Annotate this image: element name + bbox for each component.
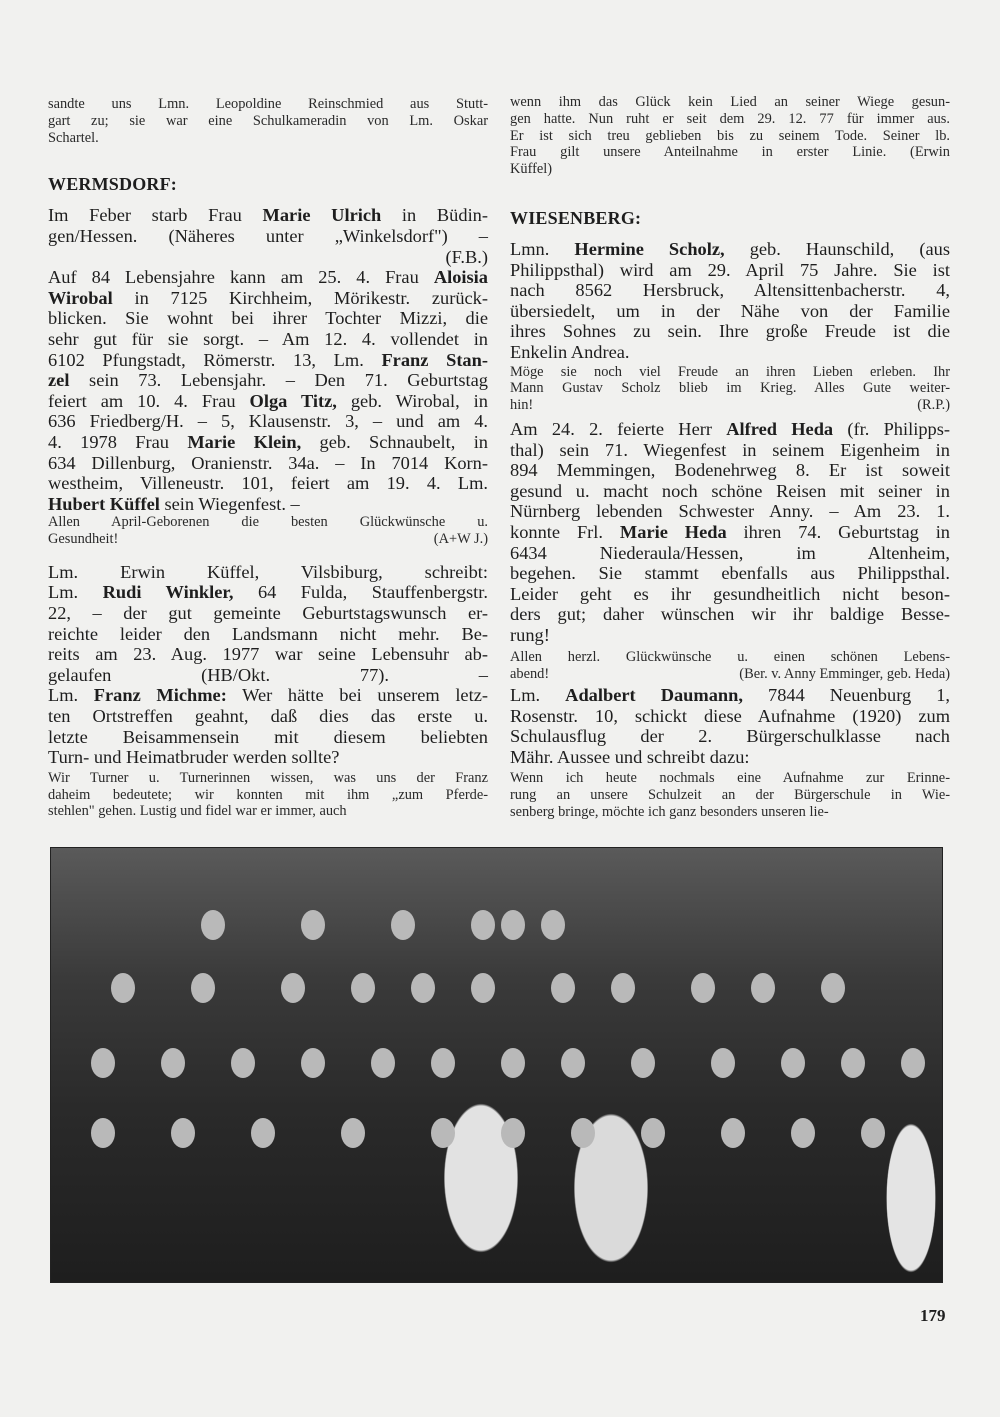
text-run: abend!: [510, 666, 550, 683]
text-run: Schartel.: [48, 129, 99, 146]
text-run: westheim, Villeneustr. 101, feiert am 19. 4. Lm.: [48, 473, 488, 494]
line-text: [48, 514, 488, 531]
person-face: [371, 1048, 395, 1078]
text-run: geb. Wirobal, in: [336, 390, 488, 411]
class-photo: [50, 847, 943, 1283]
line-text: [48, 226, 488, 247]
text-line: [48, 706, 488, 727]
text-line: [510, 94, 950, 111]
line-text: [510, 747, 950, 768]
line-text: [510, 481, 950, 502]
person-face: [631, 1048, 655, 1078]
line-text: [510, 364, 950, 381]
text-line: [48, 582, 488, 603]
text-line: [510, 563, 950, 584]
line-text: [48, 130, 488, 147]
bold-name: Olga Titz,: [249, 390, 337, 411]
line-text: [510, 726, 950, 747]
text-run: Schulausflug der 2. Bürgerschulklasse nach: [510, 726, 950, 747]
person-face: [431, 1118, 455, 1148]
text-run: feiert am 10. 4. Frau: [48, 390, 250, 411]
text-run: Wir Turner u. Turnerinnen wissen, was uns der Franz: [48, 769, 488, 786]
text-line: [510, 706, 950, 727]
text-run: gelaufen (HB/Okt. 77). –: [48, 664, 488, 685]
text-run: Auf 84 Lebensjahre kann am 25. 4. Frau: [48, 267, 434, 288]
text-line: [510, 280, 950, 301]
text-line: [510, 543, 950, 564]
text-run: rung an unsere Schulzeit an der Bürgerschule in Wie-: [510, 787, 950, 804]
text-line: [510, 144, 950, 161]
line-text: [48, 205, 488, 226]
line-text: [48, 770, 488, 787]
person-face: [901, 1048, 925, 1078]
text-run: hin!: [510, 397, 534, 414]
bold-name: Marie Klein,: [187, 431, 302, 452]
text-line: [48, 350, 488, 371]
text-run: ders gut; daher wünschen wir ihr baldige Besse-: [510, 604, 950, 625]
text-run: Philippsthal) wird am 29. April 75 Jahre. Sie ist: [510, 259, 950, 280]
line-text: [510, 584, 950, 605]
text-run: (fr. Philipps-: [833, 418, 950, 439]
text-line: [510, 161, 950, 178]
text-line: [510, 481, 950, 502]
text-line: [48, 453, 488, 474]
text-run: wenn ihm das Glück kein Lied an seiner Wiege gesun-: [510, 94, 950, 110]
text-line: [510, 685, 950, 706]
article-paragraph: [510, 419, 950, 646]
text-run: 7844 Neuenburg 1,: [742, 685, 950, 706]
text-run: Leider geht es ihr gesundheitlich nicht beson-: [510, 583, 950, 604]
text-line: [510, 342, 950, 363]
text-line: [510, 625, 950, 646]
text-run: sandte uns Lmn. Leopoldine Reinschmied aus Stutt-: [48, 96, 488, 112]
text-run: in 7125 Kirchheim, Mörikestr. zurück-: [112, 287, 488, 308]
bold-name: Rudi Winkler,: [102, 582, 234, 603]
bold-name: Aloisia: [433, 267, 488, 288]
line-text: [510, 460, 950, 481]
right-column: [510, 94, 950, 821]
line-text: [48, 473, 488, 494]
person-face: [251, 1118, 275, 1148]
text-run: Lm.: [510, 685, 566, 706]
text-run: Mähr. Aussee und schreibt dazu:: [510, 746, 750, 767]
page-number: 179: [920, 1306, 946, 1325]
person-face: [231, 1048, 255, 1078]
bold-name: Marie Heda: [619, 521, 727, 542]
person-face: [541, 910, 565, 940]
text-run: Frau gilt unsere Anteilnahme in erster Linie. (Erwin: [510, 144, 950, 161]
text-run: letzte Beisammensein mit diesem beliebten: [48, 726, 488, 747]
line-text: [510, 706, 950, 727]
line-text: [510, 787, 950, 804]
note-paragraph: [48, 514, 488, 548]
line-text: [48, 747, 488, 768]
text-line: [48, 288, 488, 309]
text-run: Gesundheit!: [48, 531, 119, 548]
text-line: [510, 207, 950, 229]
text-line: [510, 440, 950, 461]
line-text: [510, 111, 950, 128]
person-face: [411, 973, 435, 1003]
line-text: [48, 267, 488, 288]
attribution: (Ber. v. Anny Emminger, geb. Heda): [739, 666, 950, 683]
text-line: [48, 747, 488, 768]
text-line: [48, 267, 488, 288]
person-face: [751, 973, 775, 1003]
bold-name: Hermine Scholz,: [574, 238, 725, 259]
text-run: Turn- und Heimatbruder werden sollte?: [48, 747, 340, 768]
person-face: [551, 973, 575, 1003]
text-run: begehen. Sie stammt ebenfalls aus Philippsthal.: [510, 563, 950, 584]
line-text: [510, 419, 950, 440]
line-text: [510, 207, 950, 229]
person-face: [161, 1048, 185, 1078]
text-line: [48, 803, 488, 820]
person-face: [711, 1048, 735, 1078]
text-run: Wer hätte bei unserem letz-: [226, 685, 488, 706]
text-run: 64 Fulda, Stauffenbergstr.: [233, 582, 488, 603]
text-run: übersiedelt, um in der Nähe von der Familie: [510, 300, 950, 321]
line-text: [510, 522, 950, 543]
text-run: Nürnberg lebenden Schwester Anny. – Am 23. 1.: [510, 501, 950, 522]
text-line: [510, 522, 950, 543]
person-face: [91, 1118, 115, 1148]
line-text: [510, 94, 950, 111]
person-face: [191, 973, 215, 1003]
line-text: [48, 96, 488, 113]
attribution: (R.P.): [917, 397, 950, 414]
line-text: [510, 144, 950, 161]
line-text: [510, 649, 950, 666]
line-text: [48, 494, 488, 515]
person-face: [471, 910, 495, 940]
text-line: [510, 111, 950, 128]
text-line: [48, 494, 488, 515]
line-text: [48, 432, 488, 453]
article-paragraph: [510, 239, 950, 363]
bold-name: Wirobal: [48, 287, 113, 308]
text-line: [510, 649, 950, 666]
line-text: [510, 770, 950, 787]
text-line: [48, 113, 488, 130]
bold-name: Adalbert Daumann,: [565, 685, 743, 706]
text-line: [48, 411, 488, 432]
text-run: WIESENBERG:: [510, 207, 642, 228]
text-run: in Büdin-: [381, 205, 488, 226]
person-face: [641, 1118, 665, 1148]
bold-name: Hubert Küffel: [48, 493, 160, 514]
text-line: [510, 321, 950, 342]
text-run: blicken. Sie wohnt bei ihrer Tochter Mizzi, die: [48, 308, 488, 329]
person-face: [351, 973, 375, 1003]
line-text: [48, 391, 488, 412]
text-run: ihres Sohnes zu sein. Ihre große Freude ist die: [510, 321, 950, 342]
text-line: [510, 501, 950, 522]
text-line: [48, 96, 488, 113]
text-run: gen/Hessen. (Näheres unter „Winkelsdorf") –: [48, 225, 488, 246]
text-line: [48, 665, 488, 686]
text-line: [510, 787, 950, 804]
text-run: 6102 Pfungstadt, Römerstr. 13, Lm.: [48, 349, 382, 370]
text-run: reichte leider den Landsmann nicht mehr. Be-: [48, 623, 488, 644]
section-heading: [510, 207, 950, 229]
text-line: [510, 804, 950, 821]
line-text: [510, 342, 950, 363]
text-run: Rosenstr. 10, schickt diese Aufnahme (1920) zum: [510, 705, 950, 726]
text-run: Allen herzl. Glückwünsche u. einen schönen Lebens-: [510, 649, 950, 666]
person-face: [281, 973, 305, 1003]
text-line: [48, 130, 488, 147]
line-text: [48, 411, 488, 432]
text-line: [48, 531, 488, 548]
text-run: Mann Gustav Scholz blieb im Krieg. Alles Gute weiter-: [510, 380, 950, 397]
line-text: [510, 685, 950, 706]
person-face: [391, 910, 415, 940]
text-line: [510, 460, 950, 481]
text-run: nach 8562 Hersbruck, Altensittenbacherstr. 4,: [510, 280, 950, 301]
text-run: geb. Haunschild, (aus: [724, 238, 950, 259]
text-line: [48, 226, 488, 247]
text-line: [48, 770, 488, 787]
note-paragraph: [510, 770, 950, 820]
text-run: Er ist sich treu geblieben bis zu seinem Tode. Seiner lb.: [510, 127, 950, 144]
line-text: [510, 563, 950, 584]
text-run: 636 Friedberg/H. – 5, Klausenstr. 3, – und am 4.: [48, 411, 488, 432]
article-paragraph: [510, 685, 950, 767]
person-face: [471, 973, 495, 1003]
line-text: [510, 280, 950, 301]
text-line: [510, 128, 950, 145]
line-text: [510, 397, 909, 414]
note-paragraph: [510, 364, 950, 414]
line-text: [48, 288, 488, 309]
person-face: [501, 910, 525, 940]
attribution: (F.B.): [445, 246, 488, 267]
text-line: [48, 432, 488, 453]
text-run: Lm.: [48, 582, 103, 603]
text-run: 22, – der gut gemeinte Geburtstagswunsch er-: [48, 603, 488, 624]
person-face: [571, 1118, 595, 1148]
text-line: [510, 397, 950, 414]
note-paragraph: [48, 96, 488, 146]
text-run: gart zu; sie war eine Schulkameradin von Lm. Oskar: [48, 112, 488, 129]
text-line: [510, 666, 950, 683]
text-line: [48, 727, 488, 748]
line-text: [48, 329, 488, 350]
line-text: [510, 321, 950, 342]
note-paragraph: [510, 649, 950, 683]
text-run: Im Feber starb Frau: [48, 205, 263, 226]
line-text: [510, 666, 731, 683]
text-run: ten Ortstreffen geahnt, daß dies das erste u.: [48, 706, 488, 727]
line-text: [48, 453, 488, 474]
text-run: reits am 23. Aug. 1977 war seine Lebensuhr ab-: [48, 644, 488, 665]
line-text: [48, 706, 488, 727]
left-column: [48, 96, 488, 820]
text-run: ihren 74. Geburtstag in: [726, 521, 950, 542]
text-line: [510, 239, 950, 260]
text-run: stehlen" gehen. Lustig und fidel war er immer, auch: [48, 803, 347, 820]
line-text: [48, 624, 488, 645]
person-face: [501, 1118, 525, 1148]
person-face: [301, 910, 325, 940]
text-run: daheim bedeutete; wir konnten mit ihm „zum Pferde-: [48, 786, 488, 803]
person-face: [791, 1118, 815, 1148]
text-run: 4. 1978 Frau: [48, 431, 188, 452]
person-face: [841, 1048, 865, 1078]
text-line: [48, 370, 488, 391]
line-text: [48, 531, 426, 548]
text-run: WERMSDORF:: [48, 174, 177, 195]
text-run: sein 73. Lebensjahr. – Den 71. Geburtstag: [69, 370, 488, 391]
line-text: [48, 173, 488, 195]
line-text: [48, 685, 488, 706]
bold-name: Franz Stan-: [381, 349, 488, 370]
text-line: [48, 787, 488, 804]
text-line: [510, 584, 950, 605]
line-text: [48, 787, 488, 804]
text-run: Allen April-Geborenen die besten Glückwünsche u.: [48, 514, 488, 531]
text-line: [48, 473, 488, 494]
person-face: [301, 1048, 325, 1078]
person-face: [201, 910, 225, 940]
person-face: [691, 973, 715, 1003]
line-text: [48, 370, 488, 391]
text-run: 6434 Niederaula/Hessen, im Altenheim,: [510, 542, 950, 563]
bold-name: Franz Michme:: [93, 685, 227, 706]
person-face: [91, 1048, 115, 1078]
bold-name: zel: [48, 370, 70, 391]
person-face: [721, 1118, 745, 1148]
text-run: sehr gut für sie sorgt. – Am 12. 4. vollendet in: [48, 328, 488, 349]
text-line: [48, 624, 488, 645]
person-face: [431, 1048, 455, 1078]
bold-name: Alfred Heda: [726, 418, 834, 439]
text-line: [510, 770, 950, 787]
section-heading: [48, 173, 488, 195]
line-text: [48, 308, 488, 329]
line-text: [510, 301, 950, 322]
line-text: [48, 582, 488, 603]
text-run: Lm.: [48, 685, 94, 706]
text-line: [510, 364, 950, 381]
text-run: 894 Memmingen, Bodenehrweg 8. Er ist soweit: [510, 460, 950, 481]
text-run: geb. Schnaubelt, in: [301, 431, 488, 452]
article-paragraph: [48, 205, 488, 514]
person-face: [561, 1048, 585, 1078]
article-paragraph: [48, 562, 488, 768]
person-face: [611, 973, 635, 1003]
text-run: senberg bringe, möchte ich ganz besonders unseren lie-: [510, 804, 829, 821]
text-run: konnte Frl.: [510, 521, 620, 542]
line-text: [510, 380, 950, 397]
line-text: [510, 161, 950, 178]
bold-name: Marie Ulrich: [262, 205, 382, 226]
text-run: Wenn ich heute nochmals eine Aufnahme zur Erinne-: [510, 770, 950, 787]
text-line: [48, 329, 488, 350]
line-text: [510, 604, 950, 625]
line-text: [510, 501, 950, 522]
text-line: [510, 604, 950, 625]
line-text: [510, 260, 950, 281]
text-line: [510, 301, 950, 322]
text-line: [48, 205, 488, 226]
line-text: [510, 625, 950, 646]
text-run: Enkelin Andrea.: [510, 341, 630, 362]
person-face: [821, 973, 845, 1003]
line-text: [48, 727, 488, 748]
text-run: thal) sein 71. Wiegenfest in seinem Eigenheim in: [510, 439, 950, 460]
text-run: Küffel): [510, 161, 553, 178]
line-text: [48, 644, 488, 665]
text-line: [510, 747, 950, 768]
text-run: Am 24. 2. feierte Herr: [510, 418, 727, 439]
note-paragraph: [48, 770, 488, 820]
line-text: [510, 804, 950, 821]
person-face: [341, 1118, 365, 1148]
text-line: [48, 173, 488, 195]
line-text: [48, 665, 488, 686]
text-run: gesund u. macht noch schöne Reisen mit seiner in: [510, 480, 950, 501]
person-face: [781, 1048, 805, 1078]
text-run: Lm. Erwin Küffel, Vilsbiburg, schreibt:: [48, 561, 488, 582]
text-run: rung!: [510, 624, 550, 645]
line-text: [510, 543, 950, 564]
person-face: [171, 1118, 195, 1148]
person-face: [861, 1118, 885, 1148]
text-run: 634 Dillenburg, Oranienstr. 34a. – In 7014 Korn-: [48, 452, 488, 473]
text-line: [48, 603, 488, 624]
line-text: [510, 128, 950, 145]
text-line: [510, 380, 950, 397]
person-face: [501, 1048, 525, 1078]
text-line: [48, 247, 488, 268]
text-run: Möge sie noch viel Freude an ihren Lieben erleben. Ihr: [510, 363, 950, 380]
text-line: [48, 685, 488, 706]
line-text: [48, 113, 488, 130]
note-paragraph: [510, 94, 950, 178]
line-text: [48, 603, 488, 624]
line-text: [510, 440, 950, 461]
line-text: [48, 803, 488, 820]
text-line: [48, 644, 488, 665]
line-text: [48, 562, 488, 583]
text-line: [48, 391, 488, 412]
attribution: (A+W J.): [433, 531, 488, 548]
text-line: [48, 562, 488, 583]
text-run: sein Wiegenfest. –: [159, 493, 300, 514]
text-run: Lmn.: [510, 238, 575, 259]
line-text: [48, 350, 488, 371]
text-line: [510, 726, 950, 747]
line-text: [510, 239, 950, 260]
text-line: [510, 260, 950, 281]
person-face: [111, 973, 135, 1003]
text-line: [48, 308, 488, 329]
text-line: [510, 419, 950, 440]
text-line: [48, 514, 488, 531]
text-run: gen hatte. Nun ruht er seit dem 29. 12. 77 für immer aus.: [510, 110, 950, 127]
